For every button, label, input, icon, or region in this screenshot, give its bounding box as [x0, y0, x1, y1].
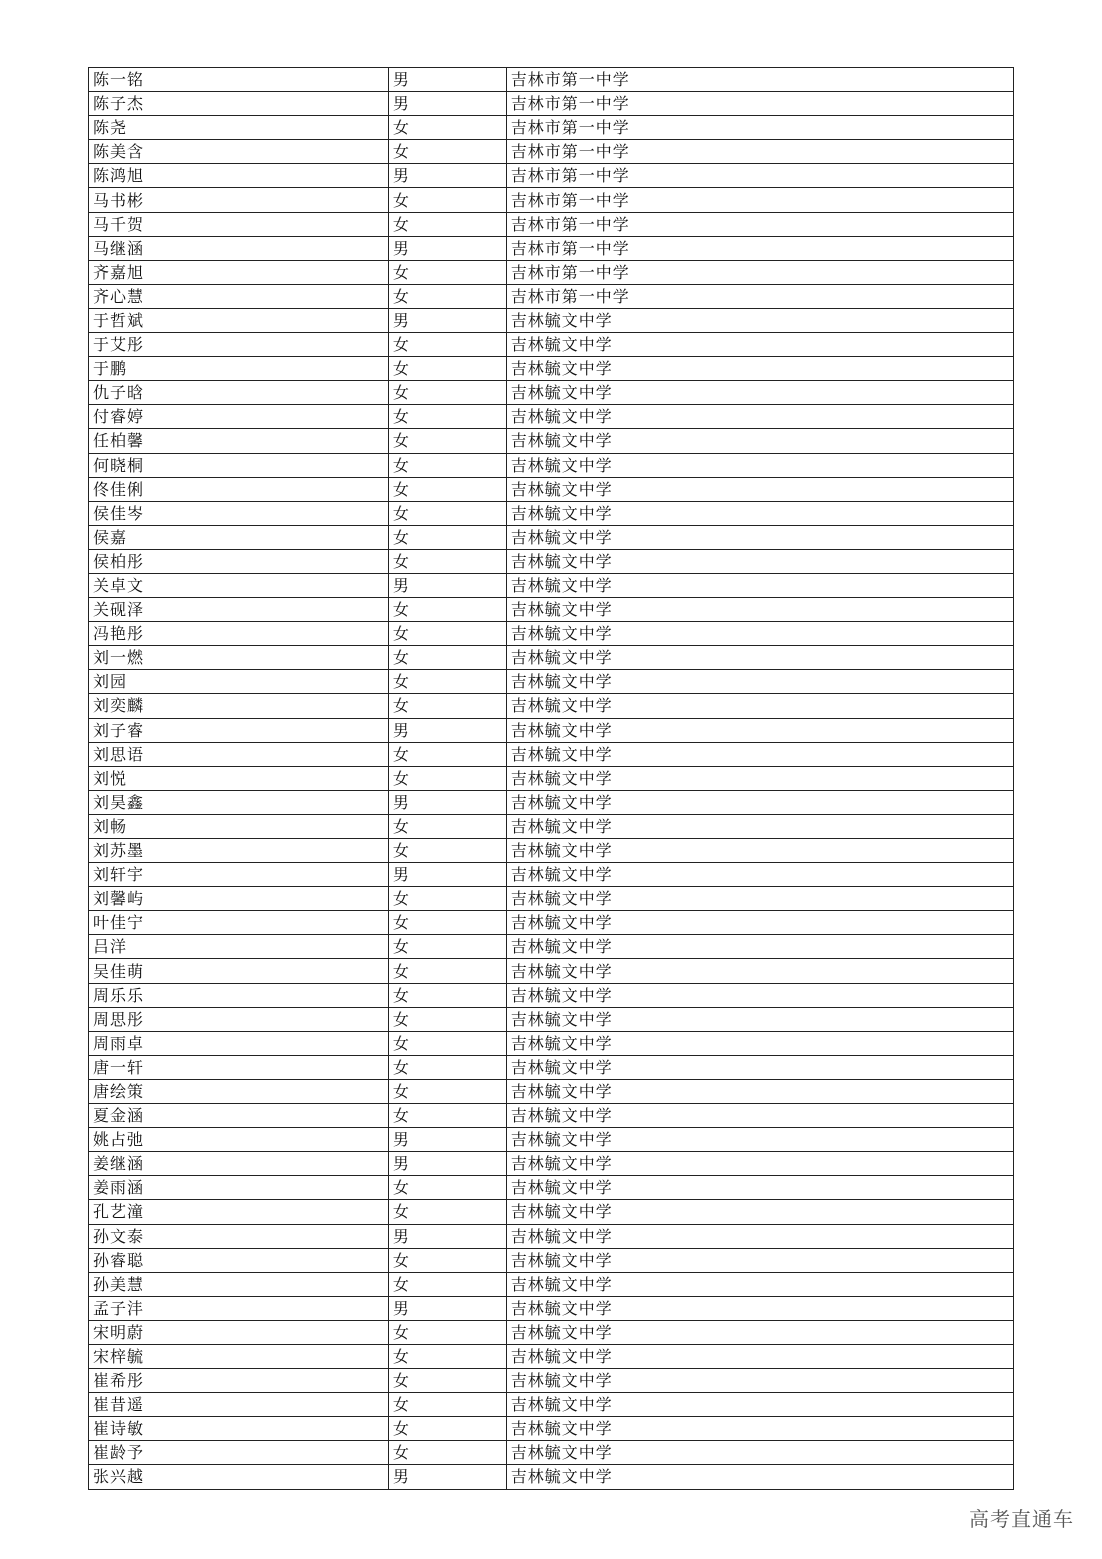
table-row	[89, 1055, 1014, 1079]
table-row	[89, 1441, 1014, 1465]
student-name-cell: 于哲斌	[89, 308, 389, 332]
student-name-cell: 刘轩宇	[89, 863, 389, 887]
table-row	[89, 1320, 1014, 1344]
gender-cell: 女	[388, 284, 506, 308]
table-row	[89, 1104, 1014, 1128]
gender-cell: 女	[388, 959, 506, 983]
school-cell: 吉林毓文中学	[506, 501, 1013, 525]
school-cell: 吉林毓文中学	[506, 405, 1013, 429]
table-row	[89, 1465, 1014, 1489]
student-name-cell: 何晓桐	[89, 453, 389, 477]
school-cell: 吉林毓文中学	[506, 429, 1013, 453]
gender-cell: 女	[388, 887, 506, 911]
student-name-cell: 刘思语	[89, 742, 389, 766]
school-cell: 吉林毓文中学	[506, 1465, 1013, 1489]
school-cell: 吉林毓文中学	[506, 718, 1013, 742]
school-cell: 吉林毓文中学	[506, 1055, 1013, 1079]
gender-cell: 女	[388, 1200, 506, 1224]
gender-cell: 女	[388, 212, 506, 236]
table-row	[89, 1079, 1014, 1103]
student-name-cell: 冯艳彤	[89, 622, 389, 646]
school-cell: 吉林市第一中学	[506, 188, 1013, 212]
gender-cell: 男	[388, 1465, 506, 1489]
table-row	[89, 1369, 1014, 1393]
school-cell: 吉林毓文中学	[506, 1104, 1013, 1128]
student-name-cell: 张兴越	[89, 1465, 389, 1489]
student-name-cell: 刘奕麟	[89, 694, 389, 718]
school-cell: 吉林市第一中学	[506, 212, 1013, 236]
table-row	[89, 1417, 1014, 1441]
school-cell: 吉林毓文中学	[506, 333, 1013, 357]
gender-cell: 女	[388, 188, 506, 212]
gender-cell: 女	[388, 742, 506, 766]
school-cell: 吉林毓文中学	[506, 1079, 1013, 1103]
student-name-cell: 付睿婷	[89, 405, 389, 429]
gender-cell: 女	[388, 357, 506, 381]
gender-cell: 女	[388, 1344, 506, 1368]
student-name-cell: 孙文泰	[89, 1224, 389, 1248]
school-cell: 吉林毓文中学	[506, 1441, 1013, 1465]
school-cell: 吉林毓文中学	[506, 887, 1013, 911]
student-name-cell: 孙睿聪	[89, 1248, 389, 1272]
student-name-cell: 姚占弛	[89, 1128, 389, 1152]
table-row	[89, 501, 1014, 525]
gender-cell: 男	[388, 92, 506, 116]
student-name-cell: 孔艺潼	[89, 1200, 389, 1224]
school-cell: 吉林毓文中学	[506, 525, 1013, 549]
gender-cell: 女	[388, 1369, 506, 1393]
table-row	[89, 670, 1014, 694]
school-cell: 吉林毓文中学	[506, 1176, 1013, 1200]
table-row	[89, 790, 1014, 814]
gender-cell: 女	[388, 525, 506, 549]
table-row	[89, 814, 1014, 838]
table-row	[89, 694, 1014, 718]
school-cell: 吉林毓文中学	[506, 983, 1013, 1007]
school-cell: 吉林毓文中学	[506, 381, 1013, 405]
student-name-cell: 于鹏	[89, 357, 389, 381]
school-cell: 吉林毓文中学	[506, 1152, 1013, 1176]
gender-cell: 女	[388, 1079, 506, 1103]
student-name-cell: 齐嘉旭	[89, 260, 389, 284]
school-cell: 吉林市第一中学	[506, 164, 1013, 188]
student-name-cell: 崔诗敏	[89, 1417, 389, 1441]
school-cell: 吉林毓文中学	[506, 1272, 1013, 1296]
student-name-cell: 陈美含	[89, 140, 389, 164]
student-name-cell: 刘畅	[89, 814, 389, 838]
gender-cell: 女	[388, 116, 506, 140]
student-name-cell: 崔龄予	[89, 1441, 389, 1465]
gender-cell: 男	[388, 718, 506, 742]
school-cell: 吉林毓文中学	[506, 1320, 1013, 1344]
school-cell: 吉林市第一中学	[506, 260, 1013, 284]
school-cell: 吉林毓文中学	[506, 1344, 1013, 1368]
school-cell: 吉林毓文中学	[506, 598, 1013, 622]
gender-cell: 女	[388, 814, 506, 838]
student-name-cell: 刘一燃	[89, 646, 389, 670]
table-row	[89, 573, 1014, 597]
student-name-cell: 侯嘉	[89, 525, 389, 549]
gender-cell: 女	[388, 1055, 506, 1079]
gender-cell: 女	[388, 549, 506, 573]
school-cell: 吉林市第一中学	[506, 284, 1013, 308]
school-cell: 吉林毓文中学	[506, 863, 1013, 887]
student-name-cell: 刘馨屿	[89, 887, 389, 911]
student-name-cell: 宋梓毓	[89, 1344, 389, 1368]
student-name-cell: 吴佳萌	[89, 959, 389, 983]
school-cell: 吉林毓文中学	[506, 1417, 1013, 1441]
table-row	[89, 405, 1014, 429]
student-name-cell: 侯佳岑	[89, 501, 389, 525]
student-name-cell: 齐心慧	[89, 284, 389, 308]
gender-cell: 女	[388, 622, 506, 646]
table-row	[89, 236, 1014, 260]
gender-cell: 男	[388, 573, 506, 597]
school-cell: 吉林毓文中学	[506, 573, 1013, 597]
school-cell: 吉林毓文中学	[506, 453, 1013, 477]
watermark-text: 高考直通车	[969, 1507, 1074, 1531]
table-row	[89, 887, 1014, 911]
table-row	[89, 357, 1014, 381]
table-row	[89, 188, 1014, 212]
gender-cell: 女	[388, 1441, 506, 1465]
student-name-cell: 刘苏墨	[89, 839, 389, 863]
student-name-cell: 陈鸿旭	[89, 164, 389, 188]
table-row	[89, 1296, 1014, 1320]
table-row	[89, 839, 1014, 863]
table-row	[89, 549, 1014, 573]
table-row	[89, 911, 1014, 935]
table-row	[89, 212, 1014, 236]
student-name-cell: 陈一铭	[89, 68, 389, 92]
school-cell: 吉林毓文中学	[506, 622, 1013, 646]
student-name-cell: 叶佳宁	[89, 911, 389, 935]
school-cell: 吉林毓文中学	[506, 357, 1013, 381]
table-row	[89, 92, 1014, 116]
student-name-cell: 崔希彤	[89, 1369, 389, 1393]
school-cell: 吉林市第一中学	[506, 116, 1013, 140]
gender-cell: 女	[388, 477, 506, 501]
student-name-cell: 刘昊鑫	[89, 790, 389, 814]
gender-cell: 女	[388, 140, 506, 164]
school-cell: 吉林毓文中学	[506, 790, 1013, 814]
student-name-cell: 周雨卓	[89, 1031, 389, 1055]
student-name-cell: 马书彬	[89, 188, 389, 212]
gender-cell: 女	[388, 260, 506, 284]
student-name-cell: 唐一轩	[89, 1055, 389, 1079]
table-row	[89, 983, 1014, 1007]
student-name-cell: 孟子沣	[89, 1296, 389, 1320]
table-row	[89, 718, 1014, 742]
gender-cell: 女	[388, 1031, 506, 1055]
table-row	[89, 742, 1014, 766]
gender-cell: 男	[388, 236, 506, 260]
student-name-cell: 陈尧	[89, 116, 389, 140]
table-row	[89, 935, 1014, 959]
student-name-cell: 关卓文	[89, 573, 389, 597]
table-row	[89, 863, 1014, 887]
table-row	[89, 622, 1014, 646]
student-name-cell: 孙美慧	[89, 1272, 389, 1296]
table-row	[89, 260, 1014, 284]
student-name-cell: 马继涵	[89, 236, 389, 260]
gender-cell: 女	[388, 1248, 506, 1272]
table-row	[89, 140, 1014, 164]
school-cell: 吉林毓文中学	[506, 477, 1013, 501]
gender-cell: 男	[388, 164, 506, 188]
student-roster-table	[88, 67, 1014, 1490]
table-row	[89, 525, 1014, 549]
student-name-cell: 关砚泽	[89, 598, 389, 622]
school-cell: 吉林毓文中学	[506, 549, 1013, 573]
gender-cell: 女	[388, 1320, 506, 1344]
school-cell: 吉林毓文中学	[506, 1224, 1013, 1248]
table-row	[89, 1224, 1014, 1248]
table-row	[89, 1152, 1014, 1176]
student-name-cell: 刘悦	[89, 766, 389, 790]
table-row	[89, 766, 1014, 790]
table-row	[89, 646, 1014, 670]
gender-cell: 男	[388, 1152, 506, 1176]
gender-cell: 男	[388, 863, 506, 887]
roster-body	[89, 68, 1014, 1490]
school-cell: 吉林毓文中学	[506, 742, 1013, 766]
gender-cell: 女	[388, 598, 506, 622]
table-row	[89, 116, 1014, 140]
gender-cell: 男	[388, 68, 506, 92]
table-row	[89, 284, 1014, 308]
school-cell: 吉林毓文中学	[506, 1128, 1013, 1152]
gender-cell: 女	[388, 333, 506, 357]
table-row	[89, 429, 1014, 453]
school-cell: 吉林毓文中学	[506, 959, 1013, 983]
gender-cell: 女	[388, 1417, 506, 1441]
gender-cell: 女	[388, 405, 506, 429]
table-row	[89, 1344, 1014, 1368]
school-cell: 吉林毓文中学	[506, 935, 1013, 959]
student-name-cell: 侯柏彤	[89, 549, 389, 573]
school-cell: 吉林毓文中学	[506, 911, 1013, 935]
table-row	[89, 959, 1014, 983]
table-row	[89, 381, 1014, 405]
gender-cell: 女	[388, 453, 506, 477]
school-cell: 吉林市第一中学	[506, 236, 1013, 260]
school-cell: 吉林毓文中学	[506, 766, 1013, 790]
table-row	[89, 1248, 1014, 1272]
student-name-cell: 马千贺	[89, 212, 389, 236]
student-name-cell: 任柏馨	[89, 429, 389, 453]
gender-cell: 女	[388, 1272, 506, 1296]
student-name-cell: 夏金涵	[89, 1104, 389, 1128]
gender-cell: 女	[388, 429, 506, 453]
gender-cell: 男	[388, 1128, 506, 1152]
school-cell: 吉林毓文中学	[506, 839, 1013, 863]
school-cell: 吉林毓文中学	[506, 308, 1013, 332]
table-row	[89, 453, 1014, 477]
table-row	[89, 1200, 1014, 1224]
student-name-cell: 仇子晗	[89, 381, 389, 405]
gender-cell: 女	[388, 1104, 506, 1128]
table-row	[89, 598, 1014, 622]
school-cell: 吉林毓文中学	[506, 1393, 1013, 1417]
gender-cell: 女	[388, 646, 506, 670]
table-row	[89, 164, 1014, 188]
school-cell: 吉林市第一中学	[506, 92, 1013, 116]
gender-cell: 女	[388, 1007, 506, 1031]
school-cell: 吉林市第一中学	[506, 68, 1013, 92]
gender-cell: 男	[388, 308, 506, 332]
school-cell: 吉林毓文中学	[506, 1369, 1013, 1393]
student-name-cell: 崔昔遥	[89, 1393, 389, 1417]
student-name-cell: 周乐乐	[89, 983, 389, 1007]
gender-cell: 男	[388, 790, 506, 814]
gender-cell: 女	[388, 670, 506, 694]
student-name-cell: 唐绘策	[89, 1079, 389, 1103]
school-cell: 吉林毓文中学	[506, 1296, 1013, 1320]
table-row	[89, 1176, 1014, 1200]
table-row	[89, 1128, 1014, 1152]
student-name-cell: 周思彤	[89, 1007, 389, 1031]
student-name-cell: 于艾彤	[89, 333, 389, 357]
gender-cell: 女	[388, 1393, 506, 1417]
gender-cell: 女	[388, 1176, 506, 1200]
student-name-cell: 刘子睿	[89, 718, 389, 742]
student-name-cell: 刘园	[89, 670, 389, 694]
gender-cell: 女	[388, 501, 506, 525]
gender-cell: 女	[388, 911, 506, 935]
gender-cell: 男	[388, 1296, 506, 1320]
table-row	[89, 1272, 1014, 1296]
gender-cell: 女	[388, 381, 506, 405]
school-cell: 吉林毓文中学	[506, 1248, 1013, 1272]
student-name-cell: 姜雨涵	[89, 1176, 389, 1200]
table-row	[89, 477, 1014, 501]
school-cell: 吉林毓文中学	[506, 646, 1013, 670]
student-name-cell: 宋明蔚	[89, 1320, 389, 1344]
gender-cell: 女	[388, 983, 506, 1007]
gender-cell: 女	[388, 694, 506, 718]
student-name-cell: 佟佳俐	[89, 477, 389, 501]
student-name-cell: 陈子杰	[89, 92, 389, 116]
gender-cell: 女	[388, 839, 506, 863]
table-row	[89, 1031, 1014, 1055]
gender-cell: 男	[388, 1224, 506, 1248]
gender-cell: 女	[388, 766, 506, 790]
school-cell: 吉林毓文中学	[506, 1007, 1013, 1031]
table-row	[89, 333, 1014, 357]
gender-cell: 女	[388, 935, 506, 959]
table-row	[89, 68, 1014, 92]
student-name-cell: 姜继涵	[89, 1152, 389, 1176]
school-cell: 吉林毓文中学	[506, 1031, 1013, 1055]
table-row	[89, 308, 1014, 332]
student-name-cell: 吕洋	[89, 935, 389, 959]
table-row	[89, 1393, 1014, 1417]
school-cell: 吉林毓文中学	[506, 814, 1013, 838]
school-cell: 吉林毓文中学	[506, 694, 1013, 718]
school-cell: 吉林市第一中学	[506, 140, 1013, 164]
school-cell: 吉林毓文中学	[506, 1200, 1013, 1224]
school-cell: 吉林毓文中学	[506, 670, 1013, 694]
table-row	[89, 1007, 1014, 1031]
